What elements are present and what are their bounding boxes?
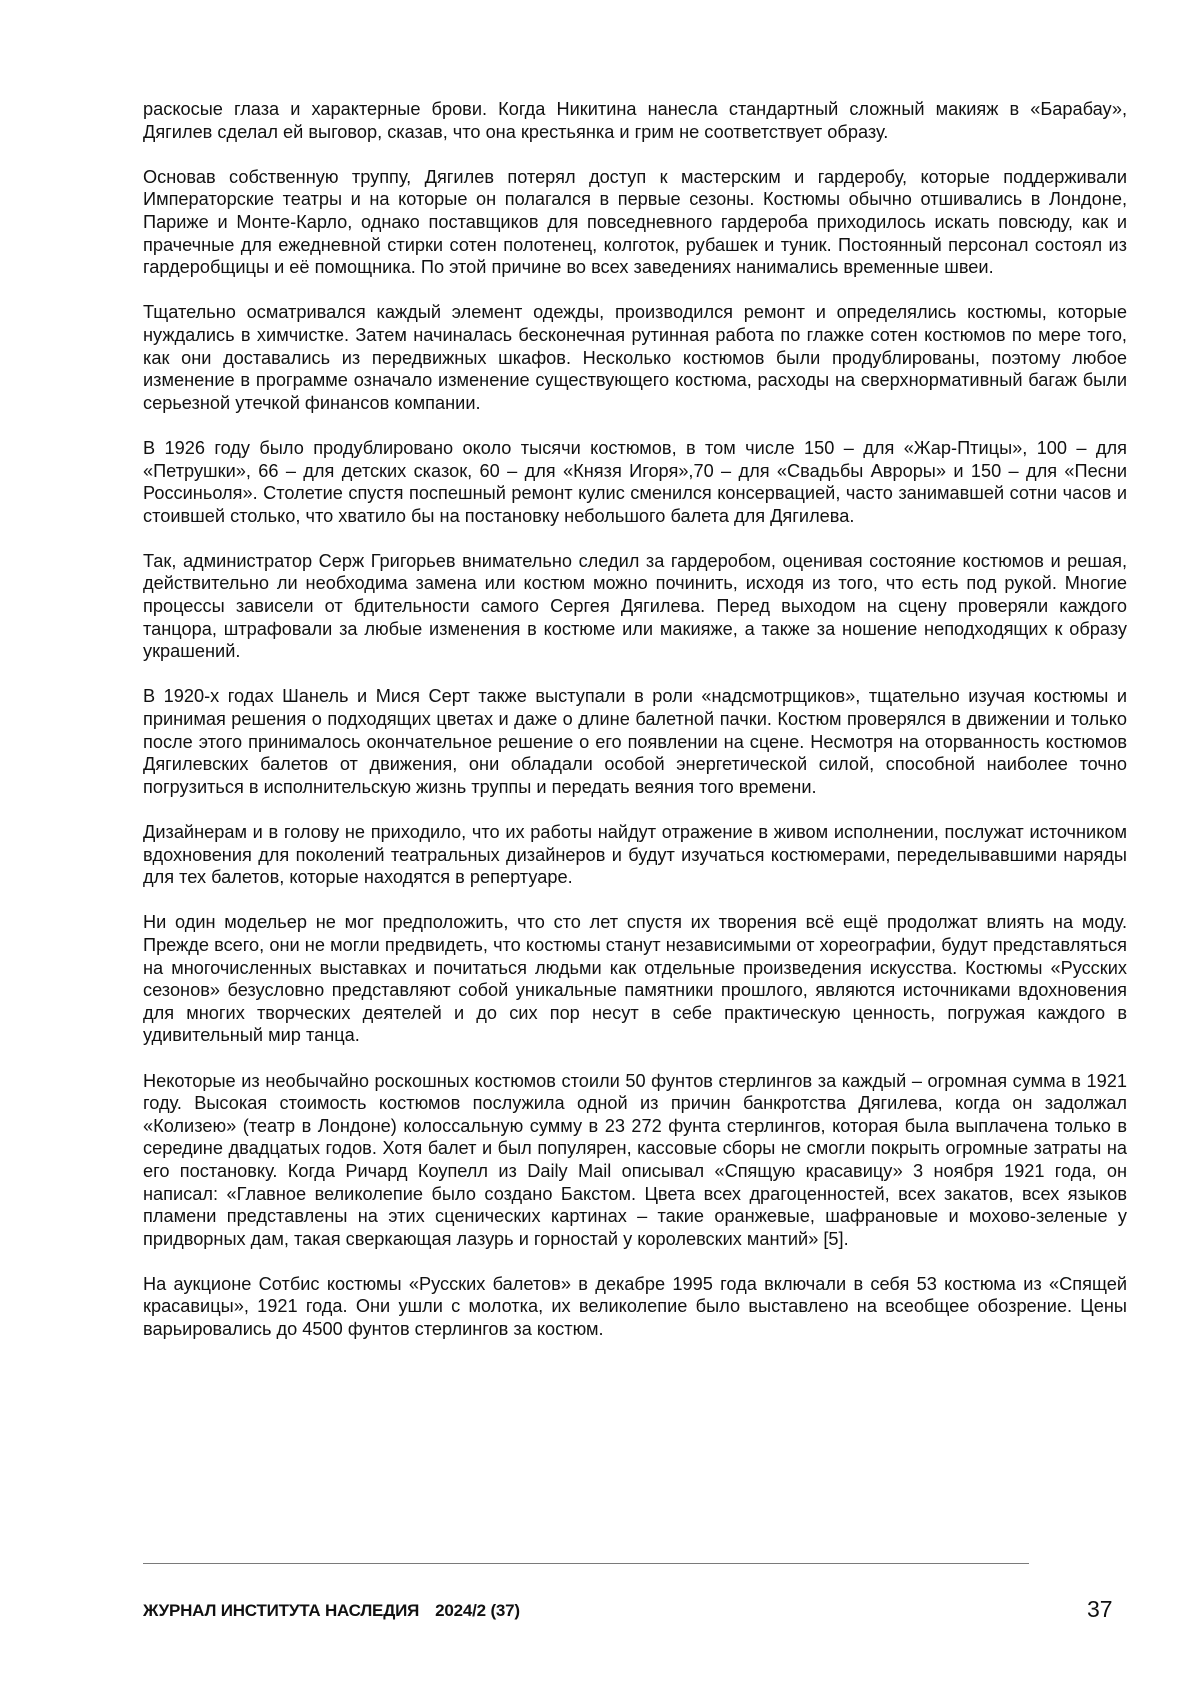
page-number: 37 xyxy=(1087,1596,1113,1622)
paragraph: В 1920-х годах Шанель и Мися Серт также выступали в роли «надсмотрщиков», тщательно изучая костюмы и принимая решения о подходящих цветах и даже о длине балетной пачки. Костюм проверялся в движении и только после этого принималось окончательное решение о его появлении на сцене. Несмотря на оторванность костюмов Дягилевских балетов от движения, они обладали особой энергетической силой, способной наиболее точно погрузиться в исполнительскую жизнь труппы и передать веяния того времени. xyxy=(143,686,1127,797)
paragraph: Тщательно осматривался каждый элемент одежды, производился ремонт и определялись костюмы, которые нуждались в химчистке. Затем начиналась бесконечная рутинная работа по глажке сотен костюмов по мере того, как они доставались из передвижных шкафов. Несколько костюмов были продублированы, поэтому любое изменение в программе означало изменение существующего костюма, расходы на сверхнормативный багаж были серьезной утечкой финансов компании. xyxy=(143,302,1127,413)
paragraph: Так, администратор Серж Григорьев внимательно следил за гардеробом, оценивая состояние костюмов и решая, действительно ли необходима замена или костюм можно починить, исходя из того, что есть под рукой. Многие процессы зависели от бдительности самого Сергея Дягилева. Перед выходом на сцену проверяли каждого танцора, штрафовали за любые изменения в костюме или макияже, а также за ношение неподходящих к образу украшений. xyxy=(143,550,1127,662)
journal-issue: 2024/2 (37) xyxy=(435,1601,520,1620)
paragraph: раскосые глаза и характерные брови. Когда Никитина нанесла стандартный сложный макияж в «Барабау», Дягилев сделал ей выговор, сказав, что она крестьянка и грим не соответствует образу. xyxy=(143,99,1127,142)
paragraph: Некоторые из необычайно роскошных костюмов стоили 50 фунтов стерлингов за каждый – огромная сумма в 1921 году. Высокая стоимость костюмов послужила одной из причин банкротства Дягилева, когда он задолжал «Колизею» (театр в Лондоне) колоссальную сумму в 23 272 фунта стерлингов, которая была выплачена только в середине двадцатых годов. Хотя балет и был популярен, кассовые сборы не смогли покрыть огромные затраты на его постановку. Когда Ричард Коупелл из Daily Mail описывал «Спящую красавицу» 3 ноября 1921 года, он написал: «Главное великолепие было создано Бакстом. Цвета всех драгоценностей, всех закатов, всех языков пламени представлены на этих сценических картинах – такие оранжевые, шафрановые и мохово-зеленые у придворных дам, такая сверкающая лазурь и горностай у королевских мантий» [5]. xyxy=(143,1070,1127,1249)
journal-title: ЖУРНАЛ ИНСТИТУТА НАСЛЕДИЯ xyxy=(143,1601,420,1620)
footer-divider xyxy=(143,1563,1029,1564)
paragraph: Основав собственную труппу, Дягилев потерял доступ к мастерским и гардеробу, которые поддерживали Императорские театры и на которые он полагался в первые сезоны. Костюмы обычно отшивались в Лондоне, Париже и Монте-Карло, однако поставщиков для повседневного гардероба приходилось искать повсюду, как и прачечные для ежедневной стирки сотен полотенец, колготок, рубашек и туник. Постоянный персонал состоял из гардеробщицы и её помощника. По этой причине во всех заведениях нанимались временные швеи. xyxy=(143,166,1127,278)
paragraph: Дизайнерам и в голову не приходило, что их работы найдут отражение в живом исполнении, послужат источником вдохновения для поколений театральных дизайнеров и будут изучаться костюмерами, переделывавшими наряды для тех балетов, которые находятся в репертуаре. xyxy=(143,822,1127,888)
paragraph: На аукционе Сотбис костюмы «Русских балетов» в декабре 1995 года включали в себя 53 костюма из «Спящей красавицы», 1921 года. Они ушли с молотка, их великолепие было выставлено на всеобщее обозрение. Цены варьировались до 4500 фунтов стерлингов за костюм. xyxy=(143,1273,1127,1340)
article-body xyxy=(143,98,1127,1363)
paragraph: Ни один модельер не мог предположить, что сто лет спустя их творения всё ещё продолжат влиять на моду. Прежде всего, они не могли предвидеть, что костюмы станут независимыми от хореографии, будут представляться на многочисленных выставках и почитаться людьми как отдельные произведения искусства. Костюмы «Русских сезонов» безусловно представляют собой уникальные памятники прошлого, являются источниками вдохновения для многих творческих деятелей и до сих пор несут в себе практическую ценность, погружая каждого в удивительный мир танца. xyxy=(143,912,1127,1046)
footer-journal-info xyxy=(143,1601,520,1621)
paragraph: В 1926 году было продублировано около тысячи костюмов, в том числе 150 – для «Жар-Птицы», 100 – для «Петрушки», 66 – для детских сказок, 60 – для «Князя Игоря»,70 – для «Свадьбы Авроры» и 150 – для «Песни Россиньоля». Столетие спустя поспешный ремонт кулис сменился консервацией, часто занимавшей сотни часов и стоившей столько, что хватило бы на постановку небольшого балета для Дягилева. xyxy=(143,437,1127,526)
